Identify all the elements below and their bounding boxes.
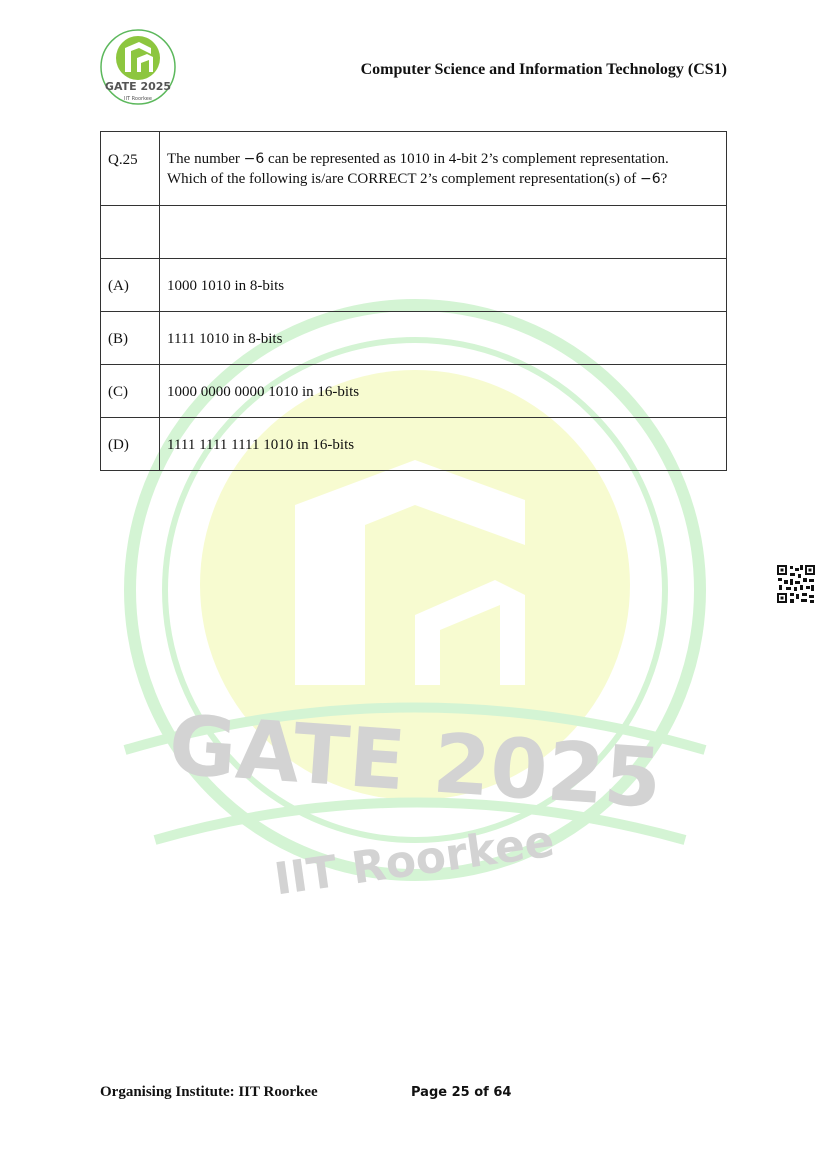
option-text: 1000 1010 in 8-bits	[167, 278, 285, 294]
question-text-part: Which of the following is/are CORRECT 2’s complement representation(s) of	[167, 171, 640, 187]
option-row	[101, 418, 727, 471]
math-expression: −6	[639, 171, 661, 187]
paper-title: Computer Science and Information Technology (CS1)	[360, 61, 727, 78]
option-label: (C)	[108, 384, 128, 400]
option-row	[101, 312, 727, 365]
page-number	[411, 1085, 511, 1100]
gate-2025-logo	[99, 28, 177, 106]
organising-institute: Organising Institute: IIT Roorkee	[100, 1084, 318, 1100]
svg-text:GATE 2025: GATE 2025	[165, 697, 665, 828]
math-expression: −6	[243, 151, 265, 167]
question-text	[160, 132, 726, 189]
option-row	[101, 365, 727, 418]
question-text-part: can be represented as 1010 in 4-bit 2’s complement representation.	[264, 151, 669, 167]
option-text: 1111 1111 1111 1010 in 16-bits	[167, 437, 355, 453]
option-text: 1111 1010 in 8-bits	[167, 331, 283, 347]
svg-text:IIT Roorkee: IIT Roorkee	[124, 96, 152, 102]
question-text-part: ?	[660, 171, 668, 187]
page-prefix: Page	[411, 1085, 452, 1100]
svg-text:IIT Roorkee: IIT Roorkee	[271, 815, 558, 906]
svg-text:GATE 2025: GATE 2025	[104, 80, 172, 93]
question-row	[101, 132, 727, 206]
question-table	[100, 131, 727, 471]
option-label: (D)	[108, 437, 129, 453]
question-number: Q.25	[108, 152, 138, 168]
option-label: (B)	[108, 331, 128, 347]
page-total: 64	[493, 1085, 512, 1100]
blank-row	[101, 206, 727, 259]
page-current: 25	[451, 1085, 470, 1100]
qr-code	[776, 564, 816, 604]
option-label: (A)	[108, 278, 129, 294]
page-of: of	[469, 1085, 494, 1100]
option-text: 1000 0000 0000 1010 in 16-bits	[167, 384, 360, 400]
question-text-part: The number	[167, 151, 244, 167]
option-row	[101, 259, 727, 312]
